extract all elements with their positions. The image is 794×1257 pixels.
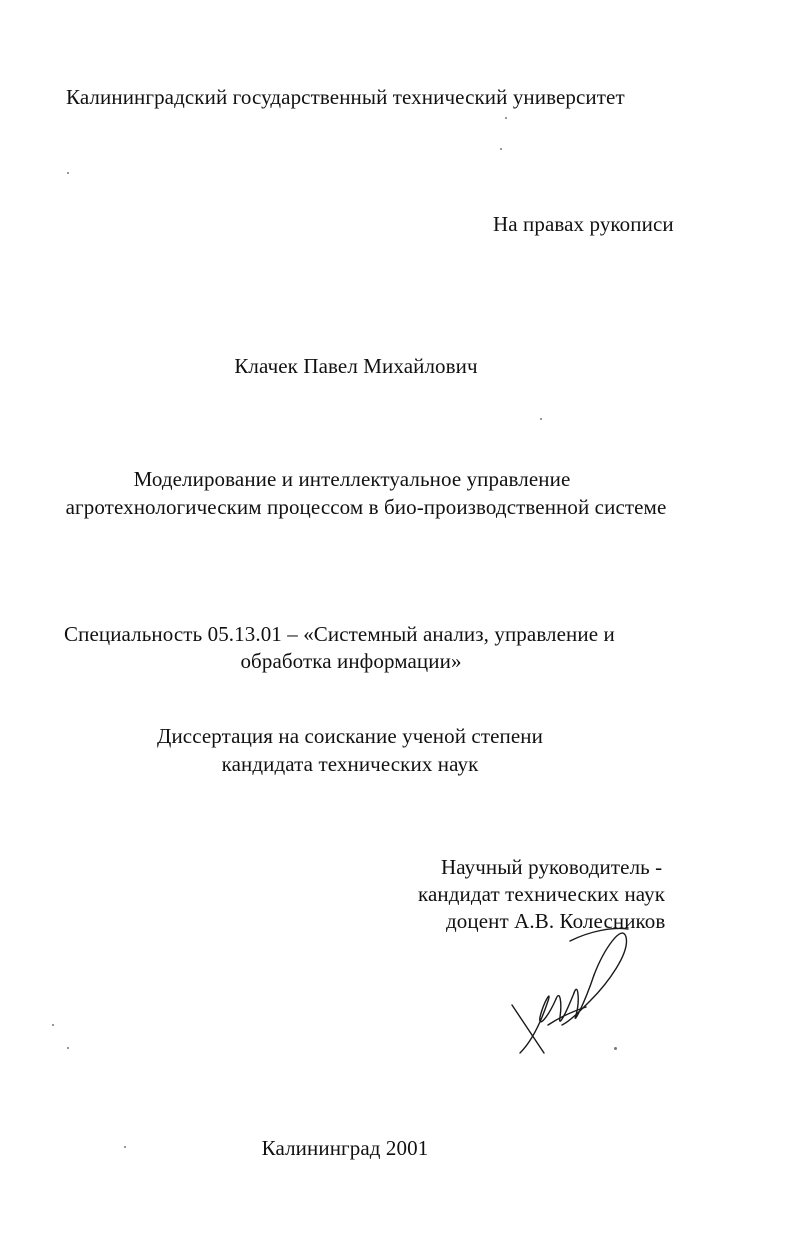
supervisor-signature (500, 905, 650, 1065)
thesis-title-line-2: агротехнологическим процессом в био-производственной системе (65, 495, 667, 519)
specialty-line-1: Специальность 05.13.01 – «Системный анализ, управление и (64, 622, 615, 646)
university-name: Калининградский государственный технический университет (66, 85, 625, 109)
supervisor-line-2: кандидат технических наук (418, 882, 666, 906)
scan-speck (614, 1047, 617, 1050)
author-name: Клачек Павел Михайлович (234, 354, 478, 378)
scan-speck (67, 1047, 69, 1049)
scan-speck (540, 418, 542, 420)
dissertation-degree-line-2: кандидата технических наук (221, 752, 479, 776)
supervisor-line-3: доцент А.В. Колесников (446, 909, 666, 933)
rights-note: На правах рукописи (493, 212, 674, 236)
dissertation-degree-line-1: Диссертация на соискание ученой степени (157, 724, 543, 748)
scan-speck (52, 1024, 54, 1026)
specialty-line-2: обработка информации» (240, 649, 462, 673)
scan-speck (67, 172, 69, 174)
scan-speck (505, 117, 507, 119)
supervisor-line-1: Научный руководитель - (441, 855, 663, 879)
scan-speck (500, 148, 502, 150)
thesis-title-line-1: Моделирование и интеллектуальное управление (133, 467, 571, 491)
city-year: Калининград 2001 (261, 1136, 429, 1160)
